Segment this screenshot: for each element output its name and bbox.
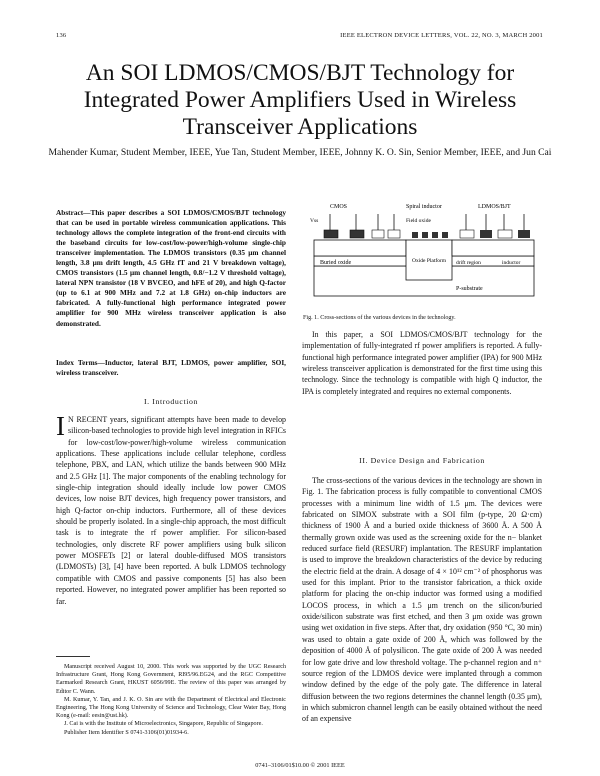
label-cmos: CMOS [330, 204, 348, 210]
soi-film-left [314, 240, 406, 256]
label-inductor: inductor [502, 260, 521, 266]
section-1-text: N RECENT years, significant attempts have been made to develop silicon-based technologies to provide high level integration in RFICs for low-cost/low-power/high-volume wireless communication applications. These applications include cellular telephone, cordless telephone, PBX, and LAN, which utilize the bands between 900 MHz and 2.5 GHz [1]. The major components of the enabling technology for single-chip integration should ideally include low power CMOS devices, low noise BJT devices, high frequency power transistors, and high Q-factor on-chip inductors. Furthermore, all of these devices should be properly isolated. In a single-chip approach, the most difficult task is to integrate the rf power amplifier. For silicon-based technologies, only discrete RF power amplifiers using bulk silicon power MOSFETs [2] or lateral double-diffused MOS transistors (LDMOSTs) [3], [4] have been reported. A bulk LDMOS technology compatible with CMOS and passive components [5] has also been reported. However, no integrated power amplifier has been reported so far. [56, 415, 286, 606]
label-ldmos-bjt: LDMOS/BJT [478, 204, 511, 210]
label-drift-region: drift region [456, 260, 481, 266]
author-list: Mahender Kumar, Student Member, IEEE, Yue Tan, Student Member, IEEE, Johnny K. O. Sin, Senior Member, IEEE, and Jun Cai [48, 147, 552, 158]
page-number: 136 [56, 32, 67, 39]
paper-title: An SOI LDMOS/CMOS/BJT Technology for Integrated Power Amplifiers Used in Wireless Transceiver Applications [83, 60, 517, 140]
section-2-heading: II. Device Design and Fabrication [359, 456, 485, 465]
footnotes [56, 663, 286, 737]
right-column-intro: In this paper, a SOI LDMOS/CMOS/BJT technology for the implementation of fully-integrated rf power amplifiers is reported. A fully-functional high performance integrated power amplifier (IPA) for 900 MHz wireless transceiver application is demonstrated for the first time using this technology. Since the technology is compatible with high Q inductor, the IPA is completely integrated and requires no external components. [302, 330, 542, 396]
label-vss: Vss [310, 218, 319, 224]
figure-1-cross-section [306, 200, 538, 300]
journal-header: IEEE ELECTRON DEVICE LETTERS, VOL. 22, NO. 3, MARCH 2001 [340, 32, 543, 39]
label-p-substrate: P-substrate [456, 286, 483, 292]
label-spiral-inductor: Spiral inductor [406, 204, 442, 210]
footnote-rule [56, 656, 90, 657]
footnote-affiliation-2: J. Cai is with the Institute of Microelectronics, Singapore, Republic of Singapore. [64, 721, 263, 728]
label-buried-oxide: Buried oxide [320, 260, 352, 266]
footnote-affiliation: M. Kumar, Y. Tan, and J. K. O. Sin are with the Department of Electrical and Electronic Engineering, The Hong Kong University of Science and Technology, Clear Water Bay, Hong Kong (e-mail: eesin@ust.hk). [56, 696, 286, 720]
abstract: Abstract—This paper describes a SOI LDMOS/CMOS/BJT technology that can be used in portable wireless communication applications. This technology allows the complete integration of the front-end circuits with the baseband circuits for low-cost/low-power/high-volume single-chip transceiver implementation. The LDMOS transistors (0.35 μm channel length, 3.8 μm drift length, 4.5 GHz fT and 21 V breakdown voltage), CMOS transistors (1.5 μm channel length, 0.8/−1.2 V threshold voltage), lateral NPN transistor (18 V BVCEO, and hFE of 20), and high Q-factor (up to 6.1 at 900 MHz and 7.2 at 1.8 GHz) on-chip inductors are fabricated. A fully-functional high performance integrated power amplifier for 900 MHz wireless transceiver application is also demonstrated. [56, 208, 286, 328]
footnote-publisher-id: Publisher Item Identifier S 0741-3106(01)01934-6. [64, 729, 189, 736]
drop-cap: I [56, 411, 65, 441]
label-field-oxide: Field oxide [406, 218, 431, 224]
section-1-heading: I. Introduction [143, 397, 199, 406]
copyright-footer: 0741–3106/01$10.00 © 2001 IEEE [255, 762, 345, 769]
footnote-manuscript: Manuscript received August 10, 2000. This work was supported by the UGC Research Infrastructure Grant, Hong Kong Government, RI95/96.EG24, and the RGC Competitive Earmarked Research Grant, HKUST 6056/99E. The review of this paper was arranged by Editor C. Wann. [56, 664, 286, 695]
soi-film-right [452, 240, 534, 256]
index-terms: Index Terms—Inductor, lateral BJT, LDMOS, power amplifier, SOI, wireless transceiver. [56, 358, 286, 378]
figure-1-caption: Fig. 1. Cross-sections of the various devices in the technology. [303, 315, 456, 321]
section-2-body: The cross-sections of the various devices in the technology are shown in Fig. 1. The fabrication process is fully compatible to conventional CMOS processes with a minimum line width of 1.5 μm. The devices were fabricated on SIMOX substrate with a SOI film (p-type, 20 Ω·cm) thickness of 1900 Å and a buried oxide thickness of 3600 Å. A 500 Å thermally grown oxide was used as the screening oxide for the n− blanket reduced surface field (RESURF) implantation. The RESURF implantation is used to improve the breakdown characteristics of the device by reducing the electric field at the drain. A dosage of 4 × 10¹² cm⁻² of phosphorus was used for this implant. Prior to the transistor fabrication, a thick oxide platform for placing the on-chip inductor was formed using a modified LOCOS process, in which a 1.5 μm trench on the silicon/buried oxide/silicon substrate was first etched, and then 3 μm oxide was grown using wet oxidation in five steps. After that, dry oxidation (950 °C, 30 min) was used to obtain a gate oxide of 200 Å, which was followed by the deposition of 4000 Å of polysilicon. The gate oxide of 200 Å was needed for low gate drive and low threshold voltage. The p-channel region and n⁺ source region of the LDMOS device were implanted through a common window defined by the edge of the poly gate. The difference in lateral diffusion between the two regions determines the channel length (0.35 μm), in which submicron channel length can be easily obtained without the need of an expensive [302, 476, 542, 724]
section-1-body [56, 411, 286, 607]
label-oxide-platform: Oxide Platform [412, 258, 447, 264]
